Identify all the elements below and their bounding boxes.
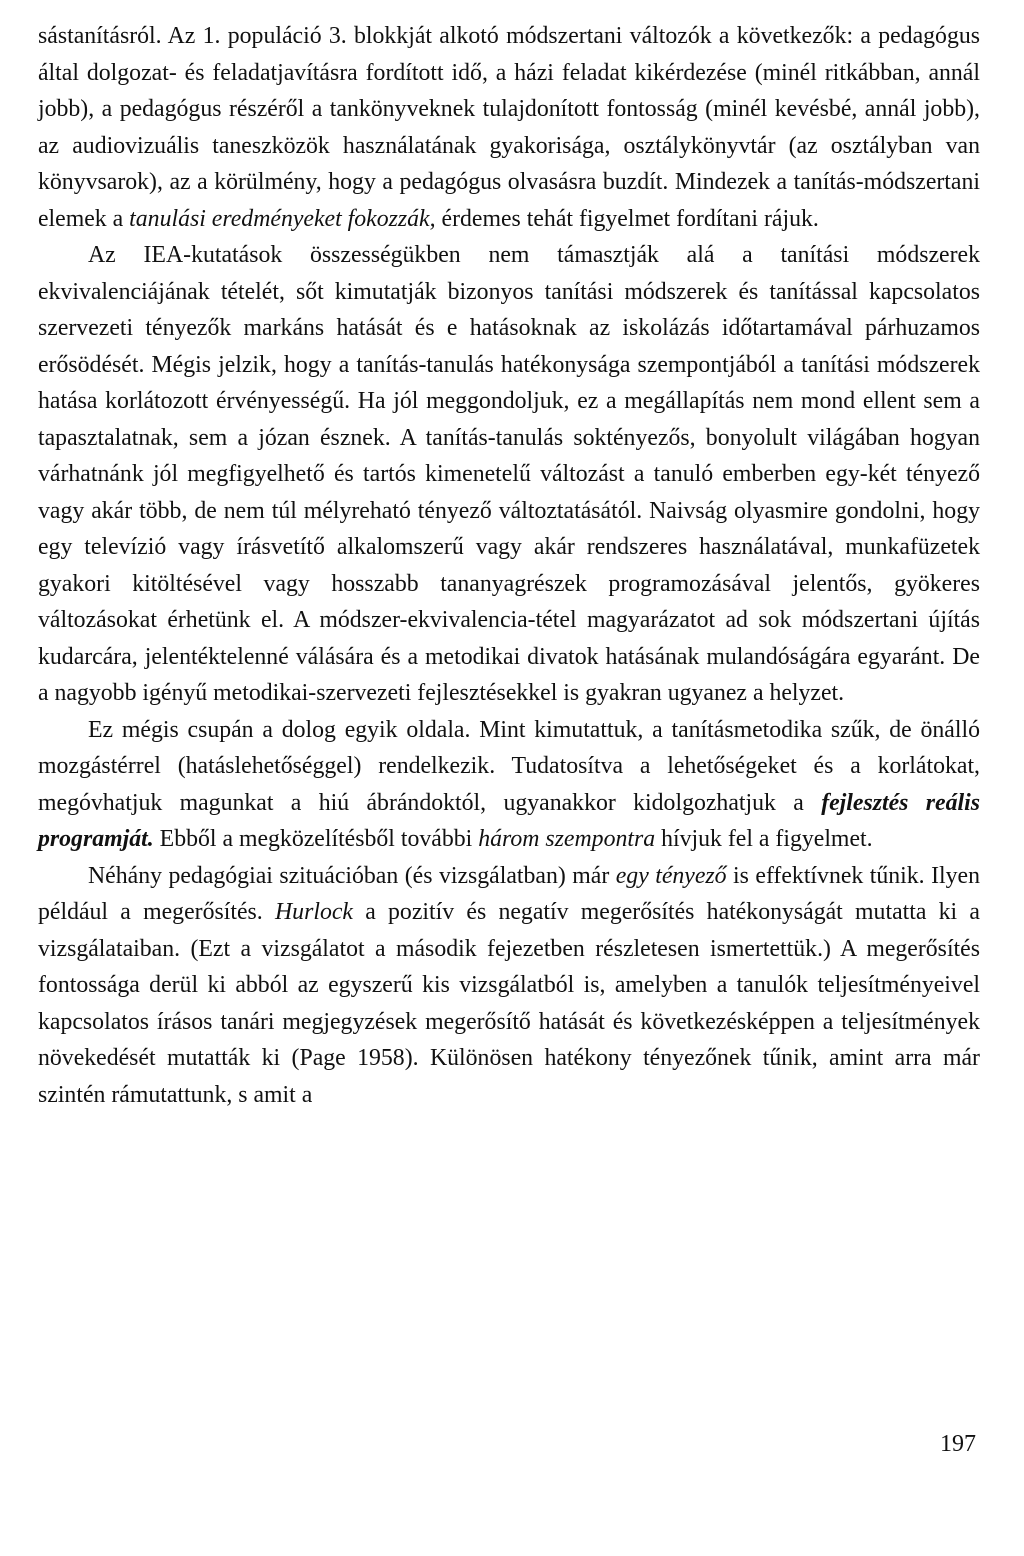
text-run: is effektívnek tűnik. Ilyen például a megerősítés. <box>38 862 980 925</box>
text-run: Ebből a megközelítésből további <box>153 826 479 852</box>
paragraph <box>38 712 980 858</box>
paragraph <box>38 858 980 1114</box>
text-run: a pozitív és negatív megerősítés hatékonyságát mutatta ki a vizsgálataiban. (Ezt a vizsgálatot a második fejezetben részletesen ismertettük.) A megerősítés fontossága derül ki abból az egyszerű kis vizsgálatból is, amelyben a tanulók teljesítményeivel kapcsolatos írásos tanári megjegyzések megerősítő hatását és következésképpen a teljesítmények növekedését mutatták ki (Page 1958). Különösen hatékony tényezőnek tűnik, amint arra már szintén rámutattunk, s amit a <box>38 899 980 1108</box>
text-run: sástanításról. Az 1. populáció 3. blokkját alkotó módszertani változók a következők: a pedagógus által dolgozat- és feladatjavításra fordított idő, a házi feladat kikérdezése (minél ritkábban, annál jobb), a pedagógus részéről a tankönyveknek tulajdonított fontosság (minél kevésbé, annál jobb), az audiovizuális taneszközök használatának gyakorisága, osztálykönyvtár (az osztályban van könyvsarok), az a körülmény, hogy a pedagógus olvasásra buzdít. Mindezek a tanítás-módszertani elemek a <box>38 23 980 232</box>
text-run: Az IEA-kutatások összességükben nem támasztják alá a tanítási módszerek ekvivalenciájának tételét, sőt kimutatják bizonyos tanítási módszerek és tanítással kapcsolatos szervezeti tényezők markáns hatását és e hatásoknak az iskolázás időtartamával párhuzamos erősödését. Mégis jelzik, hogy a tanítás-tanulás hatékonysága szempontjából a tanítási módszerek hatása korlátozott érvényességű. Ha jól meggondoljuk, ez a megállapítás nem mond ellent sem a tapasztalatnak, sem a józan észnek. A tanítás-tanulás soktényezős, bonyolult világában hogyan várhatnánk jól megfigyelhető és tartós kimenetelű változást a tanuló emberben egy-két tényező vagy akár több, de nem túl mélyreható tényező változtatásától. Naivság olyasmire gondolni, hogy egy televízió vagy írásvetítő alkalomszerű vagy akár rendszeres használatával, munkafüzetek gyakori kitöltésével vagy hosszabb tananyagrészek programozásával jelentős, gyökeres változásokat érhetünk el. A módszer-ekvivalencia-tétel magyarázatot ad sok módszertani újítás kudarcára, jelentéktelenné válására és a metodikai divatok hatásának mulandóságára egyaránt. De a nagyobb igényű metodikai-szervezeti fejlesztésekkel is gyakran ugyanez a helyzet. <box>38 242 980 706</box>
italic-run: három szempontra <box>478 826 656 852</box>
paragraph <box>38 237 980 712</box>
text-run: Néhány pedagógiai szituációban (és vizsgálatban) már <box>88 862 616 889</box>
paragraph <box>38 18 980 237</box>
text-run: érdemes tehát figyelmet fordítani rájuk. <box>435 205 819 232</box>
text-run: Ez mégis csupán a dolog egyik oldala. Mint kimutattuk, a tanításmetodika szűk, de önálló mozgástérrel (hatáslehetőséggel) rendelkezik. Tudatosítva a lehetőségeket és a korlátokat, megóvhatjuk magunkat a hiú ábrándoktól, ugyanakkor kidolgozhatjuk a <box>38 716 980 816</box>
bold-italic-run: fejlesztés reális programját. <box>38 789 980 852</box>
italic-run: tanulási eredményeket fokozzák, <box>129 205 436 232</box>
text-run: hívjuk fel a figyelmet. <box>655 826 873 852</box>
italic-run: Hurlock <box>274 899 353 925</box>
italic-run: egy tényező <box>615 862 727 889</box>
body-text <box>38 18 980 1113</box>
page-number: 197 <box>940 1431 976 1457</box>
